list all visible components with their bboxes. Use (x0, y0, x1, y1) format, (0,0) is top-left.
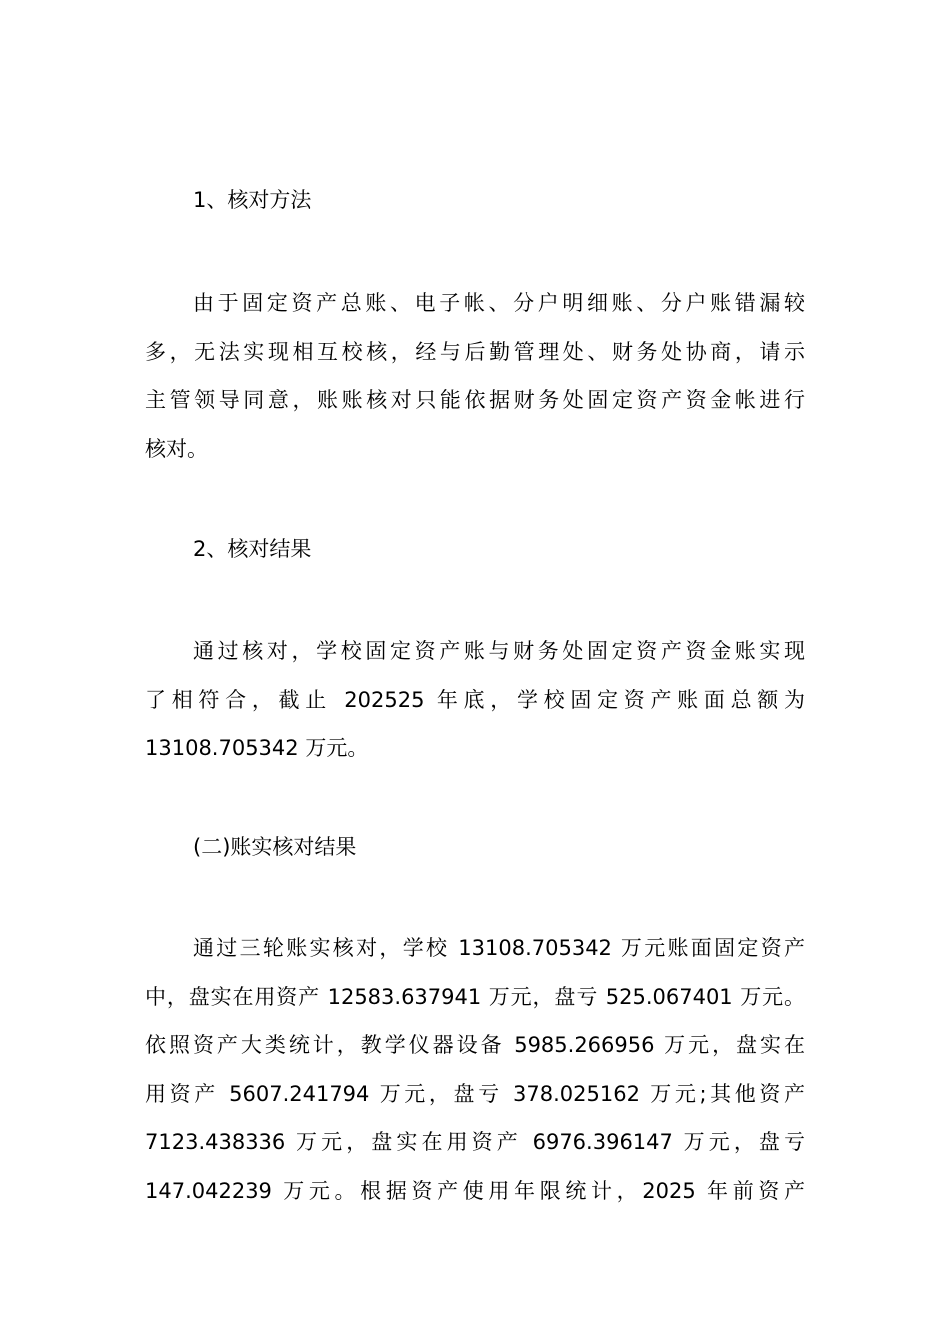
paragraph-line: 中，盘实在用资产 12583.637941 万元，盘亏 525.067401 万元。 (145, 984, 805, 1009)
paragraph-line: 7123.438336 万元，盘实在用资产 6976.396147 万元，盘亏 (145, 1130, 805, 1155)
paragraph-line: 13108.705342 万元。 (145, 736, 369, 761)
section-heading-verification-method: 1、核对方法 (193, 188, 312, 212)
paragraph-line: 主管领导同意，账账核对只能依据财务处固定资产资金帐进行 (145, 388, 805, 413)
paragraph-line: 多，无法实现相互校核，经与后勤管理处、财务处协商，请示 (145, 339, 805, 364)
paragraph-account-physical-check (145, 924, 805, 1216)
paragraph-line: 通过三轮账实核对，学校 13108.705342 万元账面固定资产 (193, 936, 805, 960)
paragraph-verification-result (145, 627, 805, 773)
document-page (145, 0, 805, 1344)
paragraph-line: 通过核对，学校固定资产账与财务处固定资产资金账实现 (193, 639, 805, 663)
paragraph-line: 147.042239 万元。根据资产使用年限统计，2025 年前资产 (145, 1178, 805, 1203)
section-heading-verification-result: 2、核对结果 (193, 537, 312, 561)
paragraph-line: 了相符合，截止 202525 年底，学校固定资产账面总额为 (145, 687, 805, 712)
paragraph-line: 依照资产大类统计，教学仪器设备 5985.266956 万元，盘实在 (145, 1033, 805, 1058)
section-heading-account-physical-check: (二)账实核对结果 (193, 835, 357, 859)
paragraph-line: 用资产 5607.241794 万元，盘亏 378.025162 万元;其他资产 (145, 1081, 805, 1106)
paragraph-verification-method (145, 279, 805, 473)
paragraph-line: 由于固定资产总账、电子帐、分户明细账、分户账错漏较 (193, 291, 805, 315)
paragraph-line: 核对。 (145, 436, 208, 461)
